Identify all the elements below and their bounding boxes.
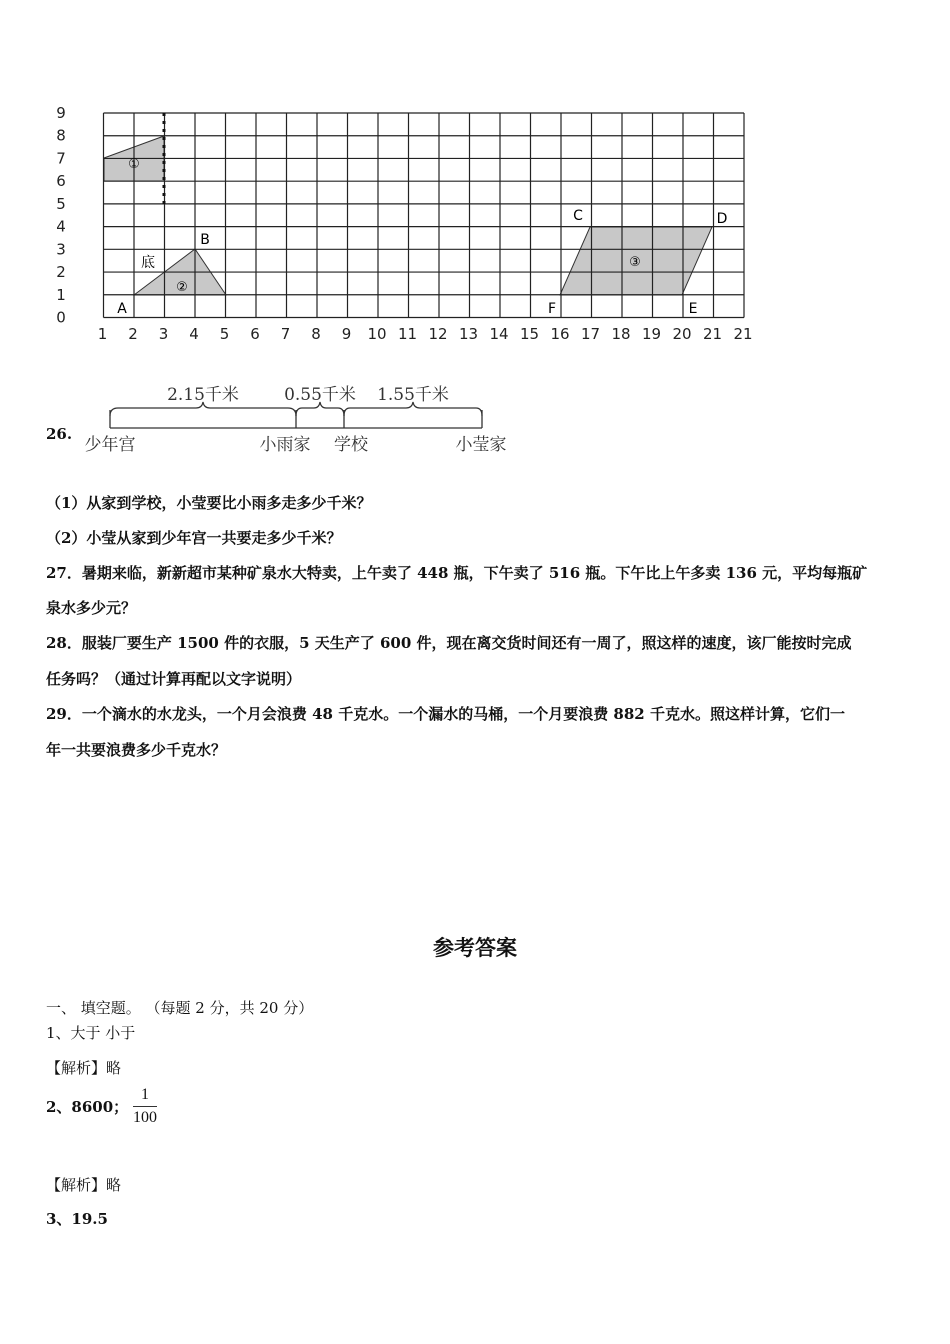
svg-text:1: 1 — [56, 285, 66, 304]
svg-text:3: 3 — [56, 240, 66, 259]
svg-text:7: 7 — [56, 149, 66, 168]
point-f-label: F — [547, 301, 557, 317]
coordinate-grid-figure — [40, 100, 760, 350]
answer-2-fraction — [133, 1086, 157, 1127]
svg-text:2: 2 — [128, 325, 138, 343]
answer-1: 1、大于 小于 — [46, 1024, 136, 1042]
answers-section-1-heading: 一、 填空题。 （每题 2 分，共 20 分） — [46, 999, 314, 1017]
svg-text:15: 15 — [519, 325, 540, 343]
point-a-label: A — [117, 301, 127, 317]
place-xiaoyu-home: 小雨家 — [259, 435, 311, 455]
svg-text:10: 10 — [367, 325, 387, 343]
svg-text:3: 3 — [158, 325, 169, 343]
svg-text:9: 9 — [341, 325, 352, 343]
place-school: 学校 — [334, 435, 368, 455]
svg-text:16: 16 — [550, 325, 570, 343]
svg-text:13: 13 — [458, 325, 479, 343]
svg-text:4: 4 — [56, 217, 66, 236]
svg-text:8: 8 — [56, 126, 66, 145]
place-xiaoying-home: 小莹家 — [455, 435, 507, 455]
point-d-label: D — [716, 211, 728, 227]
base-label: 底 — [141, 255, 155, 271]
shape-2-label: ② — [176, 280, 188, 295]
q28-line-1: 28．服装厂要生产 1500 件的衣服，5 天生产了 600 件，现在离交货时间还有一周了，照这样的速度，该厂能按时完成 — [46, 634, 852, 652]
svg-text:11: 11 — [397, 325, 418, 343]
svg-text:6: 6 — [56, 172, 66, 191]
place-youth-palace: 少年宫 — [84, 435, 136, 455]
q26-number: 26. — [46, 425, 73, 443]
svg-text:7: 7 — [280, 325, 291, 343]
segment-2-label: 0.55千米 — [284, 385, 356, 405]
answer-2 — [46, 1086, 157, 1127]
svg-text:12: 12 — [428, 325, 448, 343]
y-axis-ticks — [56, 104, 66, 327]
svg-text:4: 4 — [189, 325, 199, 343]
svg-text:21: 21 — [733, 325, 753, 343]
q26-subquestion-2: （2）小莹从家到少年宫一共要走多少千米？ — [46, 529, 342, 547]
q26-distance-diagram — [78, 380, 518, 460]
answers-title: 参考答案 — [433, 936, 517, 960]
answer-1-analysis: 【解析】略 — [46, 1059, 122, 1077]
fraction-denominator: 100 — [132, 1109, 157, 1126]
svg-text:8: 8 — [311, 325, 321, 343]
answer-2-analysis: 【解析】略 — [46, 1176, 122, 1194]
q29-line-1: 29．一个滴水的水龙头，一个月会浪费 48 千克水。一个漏水的马桶，一个月要浪费 882 千克水。照这样计算，它们一 — [46, 705, 845, 723]
q29-line-2: 年一共要浪费多少千克水？ — [46, 741, 227, 759]
svg-text:20: 20 — [672, 325, 692, 343]
shape-3-label: ③ — [629, 255, 641, 270]
grid-svg — [40, 100, 760, 350]
answer-2-value: 2、8600； — [46, 1098, 129, 1116]
svg-text:19: 19 — [641, 325, 662, 343]
svg-text:6: 6 — [250, 325, 260, 343]
svg-text:18: 18 — [611, 325, 631, 343]
x-axis-ticks — [98, 325, 753, 343]
point-c-label: C — [573, 208, 583, 224]
point-e-label: E — [688, 301, 698, 317]
svg-text:17: 17 — [580, 325, 601, 343]
svg-text:14: 14 — [489, 325, 509, 343]
q26-subquestion-1: （1）从家到学校，小莹要比小雨多走多少千米？ — [46, 494, 372, 512]
svg-text:2: 2 — [56, 263, 66, 282]
svg-text:1: 1 — [97, 325, 108, 343]
fraction-numerator: 1 — [133, 1086, 157, 1107]
answer-3: 3、19.5 — [46, 1210, 108, 1228]
svg-text:5: 5 — [219, 325, 230, 343]
segment-1-label: 2.15千米 — [167, 385, 239, 405]
svg-text:21: 21 — [702, 325, 723, 343]
svg-text:9: 9 — [56, 104, 66, 122]
q27-line-1: 27．暑期来临，新新超市某种矿泉水大特卖，上午卖了 448 瓶，下午卖了 516 瓶。下午比上午多卖 136 元，平均每瓶矿 — [46, 564, 868, 582]
point-b-label: B — [200, 232, 210, 248]
q27-line-2: 泉水多少元？ — [46, 599, 137, 617]
q28-line-2: 任务吗？（通过计算再配以文字说明） — [46, 670, 302, 688]
segment-3-label: 1.55千米 — [377, 385, 449, 405]
shape-1-label: ① — [128, 157, 140, 172]
svg-text:5: 5 — [56, 194, 66, 213]
svg-text:0: 0 — [56, 308, 66, 327]
